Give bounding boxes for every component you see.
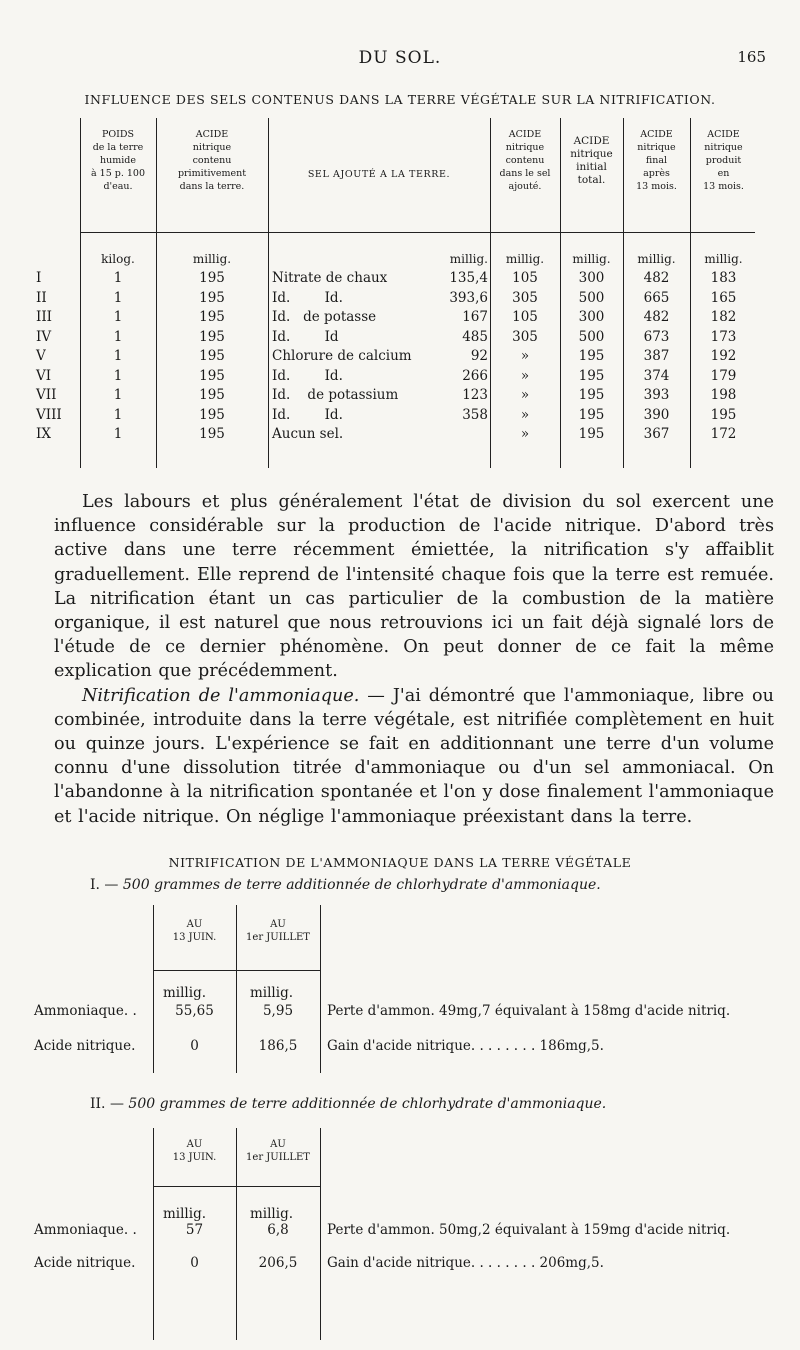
page-number: 165	[737, 48, 766, 66]
exp2-unit2: millig.	[250, 1206, 294, 1222]
unit-initial: millig.	[572, 252, 611, 266]
exp1-col-juillet: AU 1er JUILLET	[246, 919, 310, 943]
row-number: IX	[36, 426, 51, 442]
cell-initial: 195	[578, 367, 605, 384]
cell-sel-mg: 393,6	[449, 289, 488, 306]
cell-acide-prim: 195	[199, 328, 225, 345]
cell-acide-sel: 105	[512, 309, 538, 325]
cell-initial: 500	[578, 289, 605, 306]
body-text	[54, 490, 774, 829]
cell-sel-mg: 92	[470, 348, 488, 364]
paragraph-heading: Nitrification de l'ammoniaque.	[82, 685, 360, 706]
running-header: DU SOL.	[358, 48, 442, 68]
exp1-row1-name: Ammoniaque. .	[34, 1003, 137, 1019]
row-number: VI	[36, 367, 52, 384]
cell-final: 482	[643, 270, 670, 286]
cell-produit: 182	[710, 309, 737, 325]
exp1-row1-v1: 55,65	[175, 1003, 214, 1019]
cell-poids: 1	[113, 426, 123, 442]
row-number: VIII	[36, 406, 62, 423]
cell-acide-prim: 195	[199, 367, 225, 384]
exp2-col-juillet: AU 1er JUILLET	[246, 1139, 310, 1163]
cell-sel-mg: 358	[462, 406, 488, 423]
cell-initial: 195	[578, 406, 605, 423]
cell-sel-mg: 135,4	[449, 270, 488, 286]
exp1-row2-note: Gain d'acide nitrique. . . . . . . . 186mg,5.	[327, 1038, 604, 1054]
cell-sel: Id. Id.	[272, 367, 343, 384]
unit-poids: kilog.	[101, 252, 135, 266]
cell-sel: Id. de potassium	[272, 387, 399, 403]
row-number: III	[36, 309, 52, 325]
cell-sel-mg: 167	[462, 309, 488, 325]
cell-produit: 183	[710, 270, 737, 286]
unit-sel: millig.	[449, 252, 488, 266]
row-number: I	[36, 270, 42, 286]
col-head-poids: POIDS de la terre humide à 15 p. 100 d'eau.	[90, 129, 146, 192]
exp2-row1-name: Ammoniaque. .	[34, 1222, 137, 1238]
cell-produit: 179	[710, 367, 737, 384]
col-head-final: ACIDE nitrique final après 13 mois.	[636, 129, 677, 192]
cell-poids: 1	[113, 387, 123, 403]
exp1-unit1: millig.	[163, 985, 207, 1001]
cell-final: 673	[643, 328, 670, 345]
cell-produit: 195	[710, 406, 737, 423]
cell-poids: 1	[113, 406, 123, 423]
exp2-row1-note: Perte d'ammon. 50mg,2 équivalant à 159mg d'acide nitriq.	[327, 1222, 731, 1238]
cell-initial: 195	[578, 348, 605, 364]
cell-acide-prim: 195	[199, 270, 225, 286]
cell-acide-sel: 305	[512, 328, 538, 345]
row-number: IV	[36, 328, 52, 345]
cell-final: 665	[643, 289, 670, 306]
exp2-unit1: millig.	[163, 1206, 207, 1222]
cell-sel: Id. de potasse	[272, 309, 377, 325]
experiment-1-title: 500 grammes de terre additionnée de chlorhydrate d'ammoniaque.	[122, 877, 601, 893]
cell-sel-mg: 485	[462, 328, 488, 345]
cell-poids: 1	[113, 309, 123, 325]
experiment-2-caption	[90, 1096, 606, 1112]
table1-caption: INFLUENCE DES SELS CONTENUS DANS LA TERRE VÉGÉTALE SUR LA NITRIFICATION.	[84, 92, 716, 107]
cell-acide-prim: 195	[199, 309, 225, 325]
row-number: V	[36, 348, 46, 364]
cell-final: 367	[643, 426, 670, 442]
experiment-1-label: I. —	[90, 877, 123, 893]
exp1-unit2: millig.	[250, 985, 294, 1001]
cell-poids: 1	[113, 270, 123, 286]
cell-poids: 1	[113, 348, 123, 364]
paragraph-ammoniaque	[54, 684, 774, 829]
cell-produit: 165	[710, 289, 737, 306]
unit-acide-sel: millig.	[505, 252, 545, 266]
cell-sel-mg: 266	[462, 367, 488, 384]
col-head-produit: ACIDE nitrique produit en 13 mois.	[703, 129, 744, 192]
experiment-1-caption	[90, 877, 601, 893]
col-head-acide-sel: ACIDE nitrique contenu dans le sel ajouté.	[499, 129, 551, 192]
unit-produit: millig.	[704, 252, 743, 266]
exp1-row2-v1: 0	[190, 1038, 199, 1054]
cell-initial: 300	[578, 309, 605, 325]
exp2-row2-name: Acide nitrique.	[34, 1255, 136, 1271]
cell-acide-prim: 195	[199, 348, 225, 364]
paragraph-ammoniaque-text: — J'ai démontré que l'ammoniaque, libre ou combinée, introduite dans la terre végétale, est nitrifiée complètement en huit ou quinze jours. L'expérience se fait en additionnant une terre d'un volume connu d'une dissolution titrée d'ammoniaque ou d'un sel ammoniacal. On l'abandonne à la nitrification spontanée et l'on y dose finalement l'ammoniaque et l'acide nitrique. On néglige l'ammoniaque préexistant dans la terre.	[54, 685, 774, 827]
exp2-col-juin: AU 13 JUIN.	[172, 1139, 217, 1163]
cell-final: 482	[643, 309, 670, 325]
cell-produit: 198	[710, 387, 737, 403]
cell-initial: 195	[578, 426, 605, 442]
cell-final: 374	[643, 367, 670, 384]
exp2-row1-v1: 57	[185, 1222, 204, 1238]
cell-sel: Chlorure de calcium	[272, 348, 412, 364]
col-head-sel: SEL AJOUTÉ A LA TERRE.	[307, 169, 451, 180]
col-head-initial: ACIDE nitrique initial total.	[570, 135, 613, 186]
cell-poids: 1	[113, 367, 123, 384]
cell-acide-sel: 105	[512, 270, 538, 286]
cell-final: 387	[643, 348, 670, 364]
section2-caption: NITRIFICATION DE L'AMMONIAQUE DANS LA TERRE VÉGÉTALE	[168, 855, 632, 870]
cell-sel: Id. Id.	[272, 289, 343, 306]
cell-initial: 300	[578, 270, 605, 286]
cell-acide-sel: »	[520, 367, 530, 384]
cell-produit: 172	[710, 426, 737, 442]
cell-sel: Id. Id	[272, 328, 339, 345]
row-number: VII	[36, 387, 57, 403]
experiment-2-label: II. —	[90, 1096, 129, 1112]
exp2-row1-v2: 6,8	[267, 1222, 289, 1238]
cell-acide-prim: 195	[199, 406, 225, 423]
exp1-row2-v2: 186,5	[258, 1038, 298, 1054]
exp2-row2-v2: 206,5	[258, 1255, 298, 1271]
cell-initial: 195	[578, 387, 605, 403]
cell-acide-prim: 195	[199, 289, 225, 306]
cell-acide-sel: »	[520, 406, 530, 423]
cell-poids: 1	[113, 289, 123, 306]
cell-acide-prim: 195	[199, 426, 225, 442]
cell-initial: 500	[578, 328, 605, 345]
cell-produit: 173	[710, 328, 737, 345]
row-number: II	[36, 289, 47, 306]
unit-final: millig.	[637, 252, 676, 266]
cell-acide-sel: »	[520, 387, 530, 403]
exp2-row2-note: Gain d'acide nitrique. . . . . . . . 206mg,5.	[327, 1255, 604, 1271]
col-head-acide-prim: ACIDE nitrique contenu primitivement dans la terre.	[177, 129, 247, 192]
cell-produit: 192	[710, 348, 737, 364]
cell-sel-mg: 123	[462, 387, 488, 403]
cell-sel: Nitrate de chaux	[272, 270, 388, 286]
cell-acide-sel: 305	[512, 289, 538, 306]
unit-acide-prim: millig.	[192, 252, 232, 266]
paragraph-labours: Les labours et plus généralement l'état de division du sol exercent une influence considérable sur la production de l'acide nitrique. D'abord très active dans une terre récemment émiettée, la nitrification s'y affaiblit graduellement. Elle reprend de l'intensité chaque fois que la terre est remuée. La nitrification étant un cas particulier de la combustion de la matière organique, il est naturel que nous retrouvions ici un fait déjà signalé lors de l'étude de ce dernier phénomène. On peut donner de ce fait la même explication que précédemment.	[54, 492, 774, 682]
cell-sel: Aucun sel.	[272, 426, 344, 442]
exp1-row1-v2: 5,95	[262, 1003, 294, 1019]
cell-acide-sel: »	[520, 348, 530, 364]
cell-acide-prim: 195	[199, 387, 225, 403]
exp1-col-juin: AU 13 JUIN.	[172, 919, 217, 943]
cell-acide-sel: »	[520, 426, 530, 442]
cell-sel: Id. Id.	[272, 406, 343, 423]
exp1-row2-name: Acide nitrique.	[34, 1038, 136, 1054]
exp2-row2-v1: 0	[190, 1255, 199, 1271]
experiment-2-title: 500 grammes de terre additionnée de chlorhydrate d'ammoniaque.	[128, 1096, 607, 1112]
cell-poids: 1	[113, 328, 123, 345]
exp1-row1-note: Perte d'ammon. 49mg,7 équivalant à 158mg d'acide nitriq.	[327, 1003, 731, 1019]
cell-final: 390	[643, 406, 670, 423]
cell-final: 393	[643, 387, 670, 403]
